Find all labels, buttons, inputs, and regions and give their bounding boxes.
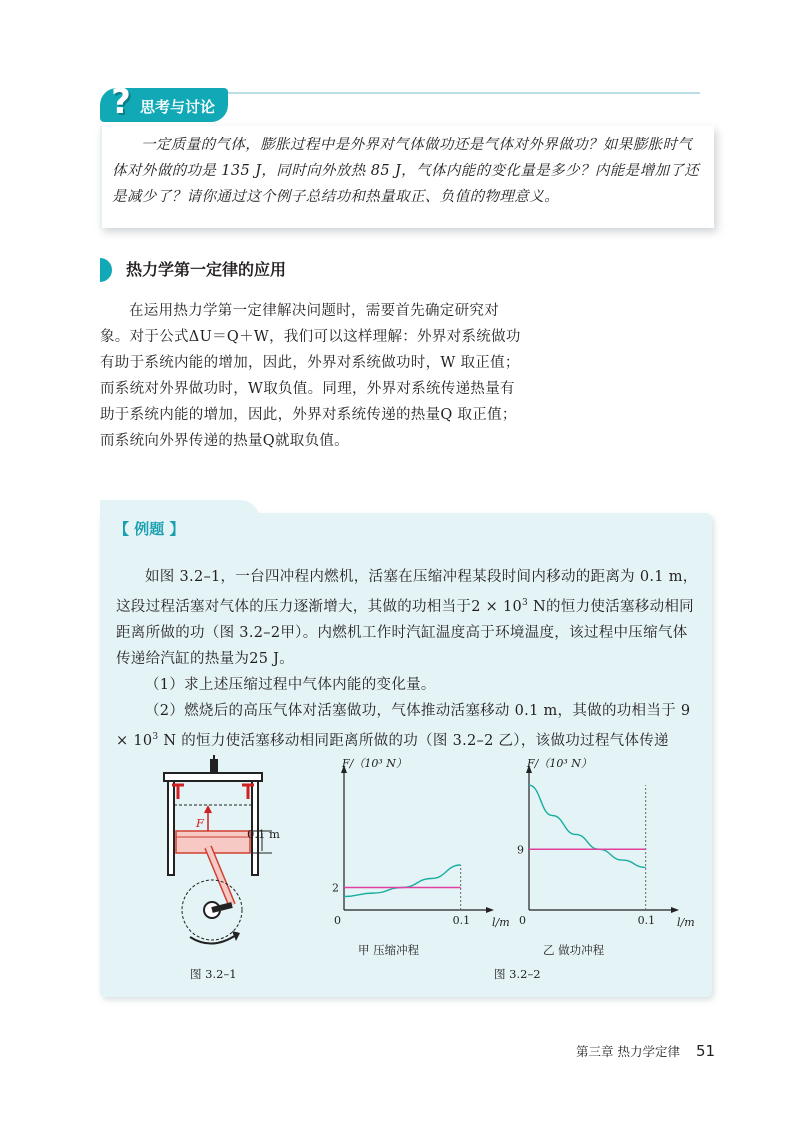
example-item-2 [116, 698, 700, 754]
example-item-1: （1）求上述压缩过程中气体内能的变化量。 [145, 676, 436, 693]
chart-a-x-tick-0: 0 [334, 914, 341, 927]
chart-b-series-0 [529, 785, 646, 867]
think-text: 一定质量的气体，膨胀过程中是外界对气体做功还是气体对外界做功？如果膨胀时气体对外做的功是 135 J，同时向外放热 85 J，气体内能的变化量是多少？内能是增加了还是减少了？请你通过这个例子总结功和热量取正、负值的物理意义。 [112, 137, 700, 205]
figure2-caption: 图 3.2–2 [494, 967, 541, 981]
chart-b-x-tick-1: 0.1 [637, 914, 656, 927]
force-label: F [196, 816, 204, 830]
chart-a-title: 甲 压缩冲程 [358, 943, 420, 957]
chart-compression [320, 755, 510, 935]
chart-a-y-tick: 2 [332, 881, 339, 895]
example-intro-sup: 3 [522, 598, 529, 608]
section-marker [100, 258, 112, 282]
chart-a-series-0 [344, 865, 461, 897]
example-item-2-part-b: N 的恒力使活塞移动相同距离所做的功（图 3.2–2 乙），该做功过程气体传递 [158, 732, 669, 749]
footer-chapter: 第三章 热力学定律 [576, 1044, 680, 1059]
chart-b-x-axis-arrow [671, 907, 679, 913]
example-item-2-part-a: （2）燃烧后的高压气体对活塞做功，气体推动活塞移动 0.1 m，其做的功相当于 9 × 10 [116, 702, 691, 749]
question-mark-icon: ? [111, 82, 131, 122]
example-intro-part-b: N的恒力使活塞移动相同距离所做的功（图 3.2–2甲）。内燃机工作时汽缸温度高于环境温度，该过程中压缩气体传递给汽缸的热量为25 J。 [116, 598, 694, 667]
example-intro-part-a: 如图 3.2–1，一台四冲程内燃机，活塞在压缩冲程某段时间内移动的距离为 0.1 m，这段过程活塞对气体的压力逐渐增大，其做的功相当于2 × 10 [116, 569, 698, 615]
section-title: 热力学第一定律的应用 [126, 260, 287, 279]
chart-power [505, 755, 695, 935]
figure1-caption: 图 3.2–1 [190, 967, 237, 981]
chart-b-title: 乙 做功冲程 [543, 943, 605, 957]
example-label: 【 例题 】 [114, 520, 185, 538]
example-item-2-sup: 3 [152, 731, 159, 742]
chart-b-x-label: l/m [677, 916, 695, 929]
example-tab [100, 500, 260, 520]
chart-b-y-label: F/（10³ N） [527, 757, 592, 770]
distance-label: 0.1 m [247, 827, 280, 841]
chart-a-y-label: F/（10³ N） [342, 757, 407, 770]
example-text [116, 564, 700, 754]
chart-a-x-tick-1: 0.1 [452, 914, 471, 927]
example-intro [116, 564, 700, 672]
chart-a-x-label: l/m [492, 916, 510, 929]
chart-b-y-tick: 9 [517, 843, 524, 857]
engine-cylinder-diagram [150, 755, 280, 955]
chart-b-x-tick-0: 0 [519, 914, 526, 927]
page-number: 51 [696, 1042, 716, 1060]
think-title: 思考与讨论 [140, 98, 216, 116]
think-header-rule [160, 92, 700, 94]
section-paragraph: 在运用热力学第一定律解决问题时，需要首先确定研究对象。对于公式ΔU＝Q＋W，我们可以这样理解：外界对系统做功有助于系统内能的增加，因此，外界对系统做功时，W 取正值；而系统对外界做功时，W取负值。同理，外界对系统传递热量有助于系统内能的增加，因此，外界对系统传递的热量Q 取正值；而系统向外界传递的热量Q就取负值。 [100, 303, 521, 449]
spark-plug-icon [210, 759, 218, 773]
